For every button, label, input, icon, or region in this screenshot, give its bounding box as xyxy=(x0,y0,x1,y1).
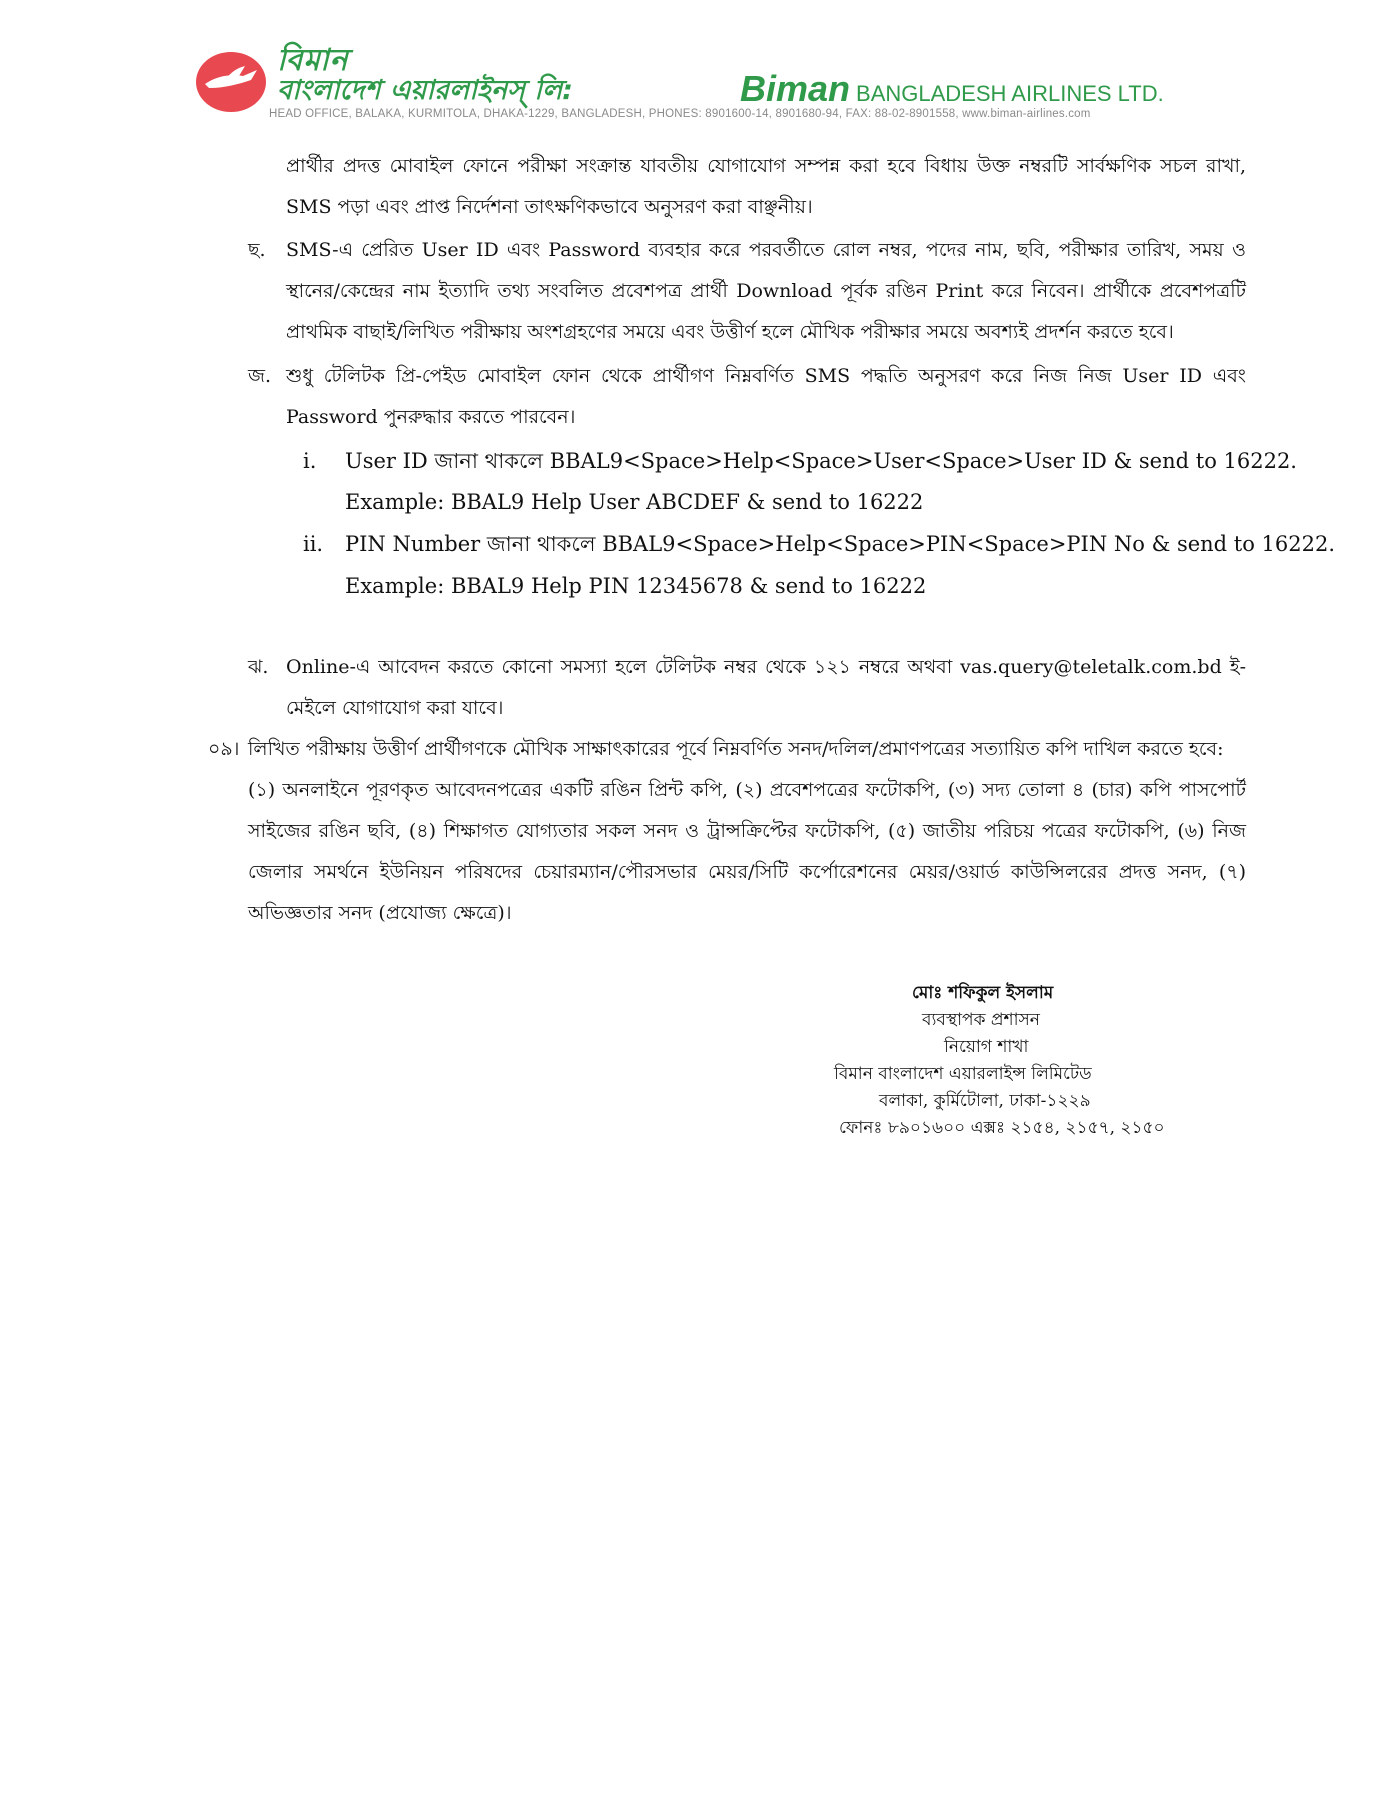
sub-item-marker: ii. xyxy=(303,532,324,556)
sub-item-example: Example: BBAL9 Help PIN 12345678 & send to 16222 xyxy=(345,574,927,598)
item-chha-marker: ছ. xyxy=(248,239,266,261)
signatory-phone: ফোনঃ ৮৯০১৬০০ এক্সঃ ২১৫৪, ২১৫৭, ২১৫০ xyxy=(839,1118,1165,1138)
item-ja-text: শুধু টেলিটক প্রি-পেইড মোবাইল ফোন থেকে প্রার্থীগণ নিম্নবর্ণিত SMS পদ্ধতি অনুসরণ করে নিজ নিজ User ID এবং Password পুনরুদ্ধার করতে পারবেন। xyxy=(286,365,1246,428)
letterhead-company-name: BANGLADESH AIRLINES LTD. xyxy=(856,81,1164,106)
section-09-body: (১) অনলাইনে পূরণকৃত আবেদনপত্রের একটি রঙিন প্রিন্ট কপি, (২) প্রবেশপত্রের ফটোকপি, (৩) সদ্য তোলা ৪ (চার) কপি পাসপোর্ট সাইজের রঙিন ছবি, (৪) শিক্ষাগত যোগ্যতার সকল সনদ ও ট্রান্সক্রিপ্টের ফটোকপি, (৫) জাতীয় পরিচয় পত্রের ফটোকপি, (৬) নিজ জেলার সমর্থনে ইউনিয়ন পরিষদের চেয়ারম্যান/পৌরসভার মেয়র/সিটি কর্পোরেশনের মেয়র/ওয়ার্ড কাউন্সিলরের প্রদত্ত সনদ, (৭) অভিজ্ঞতার সনদ (প্রযোজ্য ক্ষেত্রে)। xyxy=(248,779,1246,924)
letterhead-bangla-name-bottom: বাংলাদেশ এয়ারলাইনস্ লি: xyxy=(277,75,573,106)
letterhead xyxy=(195,44,1245,124)
item-jha-text: Online-এ আবেদন করতে কোনো সমস্যা হলে টেলিটক নম্বর থেকে ১২১ নম্বরে অথবা vas.query@teletalk.com.bd ই-মেইলে যোগাযোগ করা যাবে। xyxy=(286,656,1246,719)
letterhead-bangla-name-top: বিমান xyxy=(277,43,349,78)
sub-item-marker: i. xyxy=(303,449,317,473)
letterhead-head-office-address: HEAD OFFICE, BALAKA, KURMITOLA, DHAKA-1229, BANGLADESH, PHONES: 8901600-14, 8901680-94, FAX: 88-02-8901558, www.biman-airlines.com xyxy=(269,108,1091,120)
item-chha-text: SMS-এ প্রেরিত User ID এবং Password ব্যবহার করে পরবর্তীতে রোল নম্বর, পদের নাম, ছবি, পরীক্ষার তারিখ, সময় ও স্থানের/কেন্দ্রের নাম ইত্যাদি তথ্য সংবলিত প্রবেশপত্র প্রার্থী Download পূর্বক রঙিন Print করে নিবেন। প্রার্থীকে প্রবেশপত্রটি প্রাথমিক বাছাই/লিখিত পরীক্ষায় অংশগ্রহণের সময়ে এবং উত্তীর্ণ হলে মৌখিক পরীক্ষার সময়ে অবশ্যই প্রদর্শন করতে হবে। xyxy=(286,239,1246,343)
item-jha-marker: ঝ. xyxy=(248,656,269,678)
signatory-name: মোঃ শফিকুল ইসলাম xyxy=(912,983,1054,1003)
signatory-organization: বিমান বাংলাদেশ এয়ারলাইন্স লিমিটেড xyxy=(834,1064,1092,1084)
intro-paragraph: প্রার্থীর প্রদত্ত মোবাইল ফোনে পরীক্ষা সংক্রান্ত যাবতীয় যোগাযোগ সম্পন্ন করা হবে বিধায় উক্ত নম্বরটি সার্বক্ষণিক সচল রাখা, SMS পড়া এবং প্রাপ্ত নির্দেশনা তাৎক্ষণিকভাবে অনুসরণ করা বাঞ্ছনীয়। xyxy=(286,155,1246,218)
signatory-address: বলাকা, কুর্মিটোলা, ঢাকা-১২২৯ xyxy=(879,1091,1091,1111)
section-09-heading: লিখিত পরীক্ষায় উত্তীর্ণ প্রার্থীগণকে মৌখিক সাক্ষাৎকারের পূর্বে নিম্নবর্ণিত সনদ/দলিল/প্রমাণপত্রের সত্যায়িত কপি দাখিল করতে হবে: xyxy=(248,738,1224,760)
section-09-marker: ০৯। xyxy=(208,738,240,760)
letterhead-biman-wordmark: Biman xyxy=(740,68,851,109)
signatory-department: নিয়োগ শাখা xyxy=(944,1037,1029,1057)
biman-bird-logo-icon xyxy=(195,50,267,114)
signatory-designation: ব্যবস্থাপক প্রশাসন xyxy=(922,1010,1040,1030)
item-ja-marker: জ. xyxy=(248,365,272,387)
sub-item-line: User ID জানা থাকলে BBAL9<Space>Help<Space>User<Space>User ID & send to 16222. xyxy=(345,449,1297,473)
sub-item-example: Example: BBAL9 Help User ABCDEF & send to 16222 xyxy=(345,490,924,514)
sub-item-line: PIN Number জানা থাকলে BBAL9<Space>Help<Space>PIN<Space>PIN No & send to 16222. xyxy=(345,532,1336,556)
